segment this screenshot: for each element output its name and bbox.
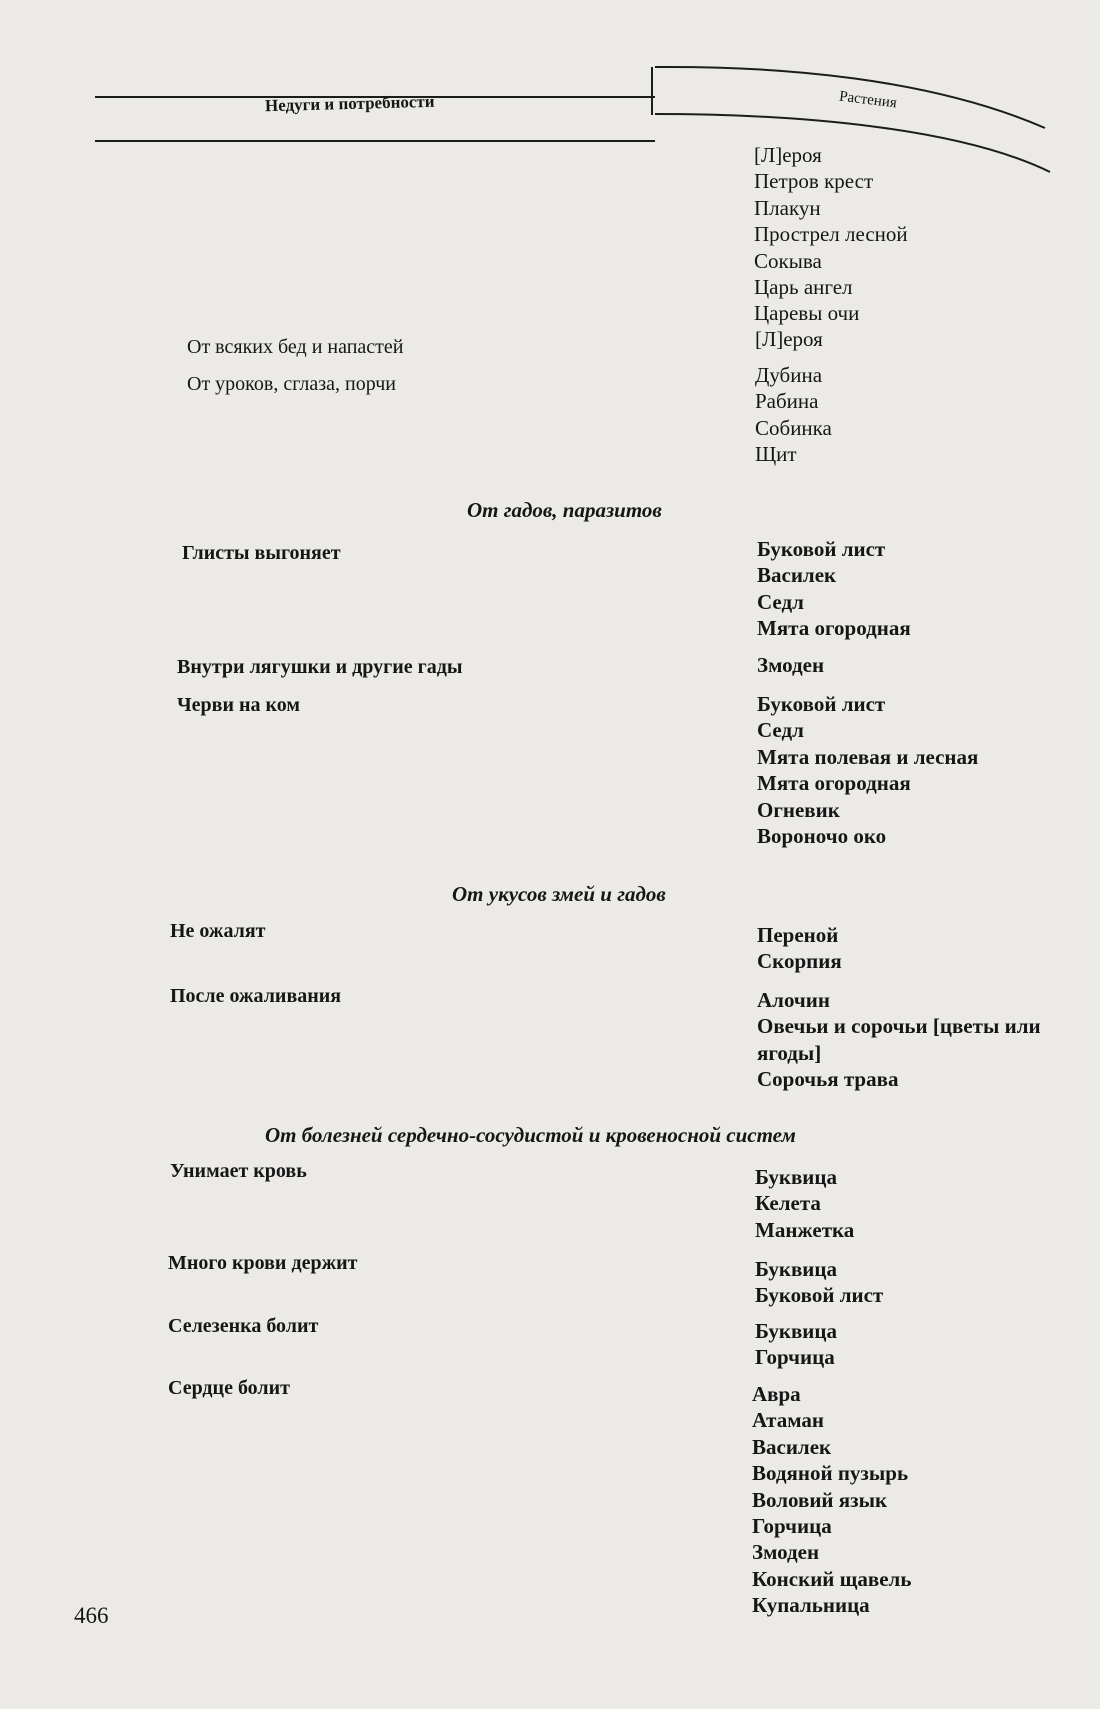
condition-label: Унимает кровь <box>170 1160 307 1182</box>
plants-list: Алочин Овечьи и сорочьи [цветы или ягоды] Сорочья трава <box>757 988 1041 1092</box>
section-heading: От гадов, паразитов <box>467 498 662 522</box>
condition-label: После ожаливания <box>170 985 342 1007</box>
plants-list: Авра Атаман Василек Водяной пузырь Воловий язык Горчица Змоден Конский щавель Купальница <box>752 1382 912 1618</box>
section-heading: От болезней сердечно-сосудистой и кровеносной систем <box>265 1123 796 1147</box>
condition-label: Сердце болит <box>168 1377 290 1399</box>
header-column-conditions: Недуги и потребности <box>264 91 435 116</box>
plants-list: Дубина Рабина Собинка Щит <box>755 363 832 467</box>
section-heading: От укусов змей и гадов <box>452 882 666 906</box>
condition-label: Внутри лягушки и другие гады <box>177 656 463 678</box>
plants-list: Буквица Келета Манжетка <box>755 1165 855 1242</box>
condition-label: От уроков, сглаза, порчи <box>187 373 396 395</box>
header-column-plants: Растения <box>838 88 898 112</box>
condition-label: Черви на ком <box>177 694 301 716</box>
plants-list: Буковой лист Седл Мята полевая и лесная Мята огородная Огневик Вороночо око <box>757 692 979 849</box>
condition-label: Глисты выгоняет <box>182 542 341 564</box>
condition-label: От всяких бед и напастей <box>187 336 404 358</box>
condition-label: Много крови держит <box>168 1252 358 1274</box>
plants-list: Буквица Горчица <box>755 1319 838 1370</box>
header-curved-rules <box>0 0 1100 200</box>
condition-label: Не ожалят <box>170 920 266 942</box>
condition-label: Селезенка болит <box>168 1315 319 1337</box>
plants-list: [Л]ероя <box>755 327 823 351</box>
plants-list: Переной Скорпия <box>757 923 842 974</box>
plants-list: Змоден <box>757 653 825 677</box>
plants-list: [Л]ероя Петров крест Плакун Прострел лесной Сокыва Царь ангел Царевы очи <box>754 143 908 326</box>
plants-list: Буквица Буковой лист <box>755 1257 884 1308</box>
plants-list: Буковой лист Василек Седл Мята огородная <box>757 537 911 641</box>
page-number: 466 <box>74 1603 109 1628</box>
